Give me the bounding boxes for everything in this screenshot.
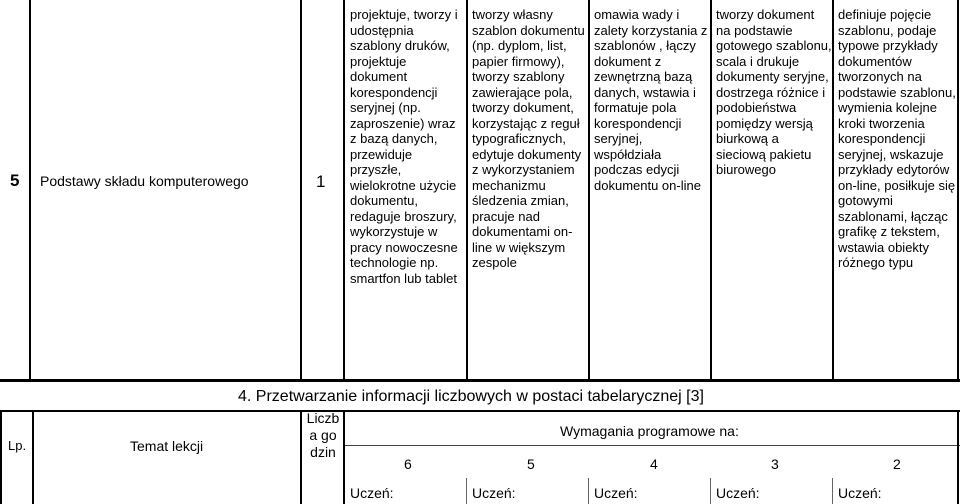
header-lp: Lp. — [8, 438, 27, 453]
lesson-topic: Podstawy składu komputerowego — [40, 173, 249, 189]
header-hours: Liczba godzin — [306, 410, 340, 460]
grade-4-requirements: omawia wady i zalety korzystania z szablonów , łączy dokument z zewnętrzną bazą danych, wstawia i formatuje pola korespondencji seryjnej, współdziała podczas edycji dokumentu on-line — [594, 7, 708, 193]
requirements-divider — [345, 445, 960, 446]
divider — [343, 0, 345, 380]
top-table-bottom-border — [0, 379, 960, 382]
divider — [300, 0, 302, 380]
header-topic: Temat lekcji — [130, 438, 204, 454]
lesson-number: 5 — [10, 171, 20, 190]
student-label-2: Uczeń: — [838, 485, 882, 501]
grade-6-header: 6 — [404, 456, 412, 472]
divider — [957, 410, 959, 504]
grade-3-header: 3 — [771, 456, 779, 472]
student-label-3: Uczeń: — [716, 485, 760, 501]
divider — [0, 410, 2, 504]
student-label-4: Uczeń: — [594, 485, 638, 501]
grade-col-dividers — [832, 478, 833, 504]
divider — [588, 0, 590, 380]
bottom-table-top-border — [0, 410, 960, 412]
header-requirements: Wymagania programowe na: — [560, 423, 739, 439]
section-title: 4. Przetwarzanie informacji liczbowych w postaci tabelarycznej [3] — [238, 388, 704, 405]
divider — [343, 410, 345, 504]
grade-3-requirements: tworzy dokument na podstawie gotowego szablonu, scala i drukuje dokumenty seryjne, dostrzega różnice i podobieństwa pomiędzy wersją biurkową a sieciową pakietu biurowego — [716, 7, 832, 177]
divider — [300, 410, 302, 504]
divider — [466, 0, 468, 380]
grade-col-dividers — [466, 478, 467, 504]
divider — [29, 0, 31, 380]
grade-col-dividers — [588, 478, 589, 504]
divider — [710, 0, 712, 380]
grade-col-dividers — [710, 478, 711, 504]
student-label-5: Uczeń: — [472, 485, 516, 501]
divider — [832, 0, 834, 380]
grade-4-header: 4 — [650, 456, 658, 472]
student-label-6: Uczeń: — [350, 485, 394, 501]
grade-5-requirements: tworzy własny szablon dokumentu (np. dyplom, list, papier firmowy), tworzy szablony zawierające pola, tworzy dokument, korzystając z reguł typograficznych, edytuje dokumenty z wykorzystaniem mechanizmu śledzenia zmian, pracuje nad dokumentami on-line w większym zespole — [472, 7, 585, 270]
divider — [32, 410, 34, 504]
grade-6-requirements: projektuje, tworzy i udostępnia szablony druków, projektuje dokument korespondencji seryjnej (np. zaproszenie) wraz z bazą danych, przewiduje przyszłe, wielokrotne użycie dokumentu, redaguje broszury, wykorzystuje w pracy nowoczesne technologie np. smartfon lub tablet — [350, 7, 458, 286]
grade-2-header: 2 — [893, 456, 901, 472]
grade-2-requirements: definiuje pojęcie szablonu, podaje typowe przykłady dokumentów tworzonych na podstawie szablonu, wymienia kolejne kroki tworzenia korespondencji seryjnej, wskazuje przykłady edytorów on-line, posiłkuje się gotowymi szablonami, łącząc grafikę z tekstem, wstawia obiekty różnego typu — [838, 7, 956, 270]
lesson-hours: 1 — [316, 172, 326, 191]
grade-5-header: 5 — [527, 456, 535, 472]
